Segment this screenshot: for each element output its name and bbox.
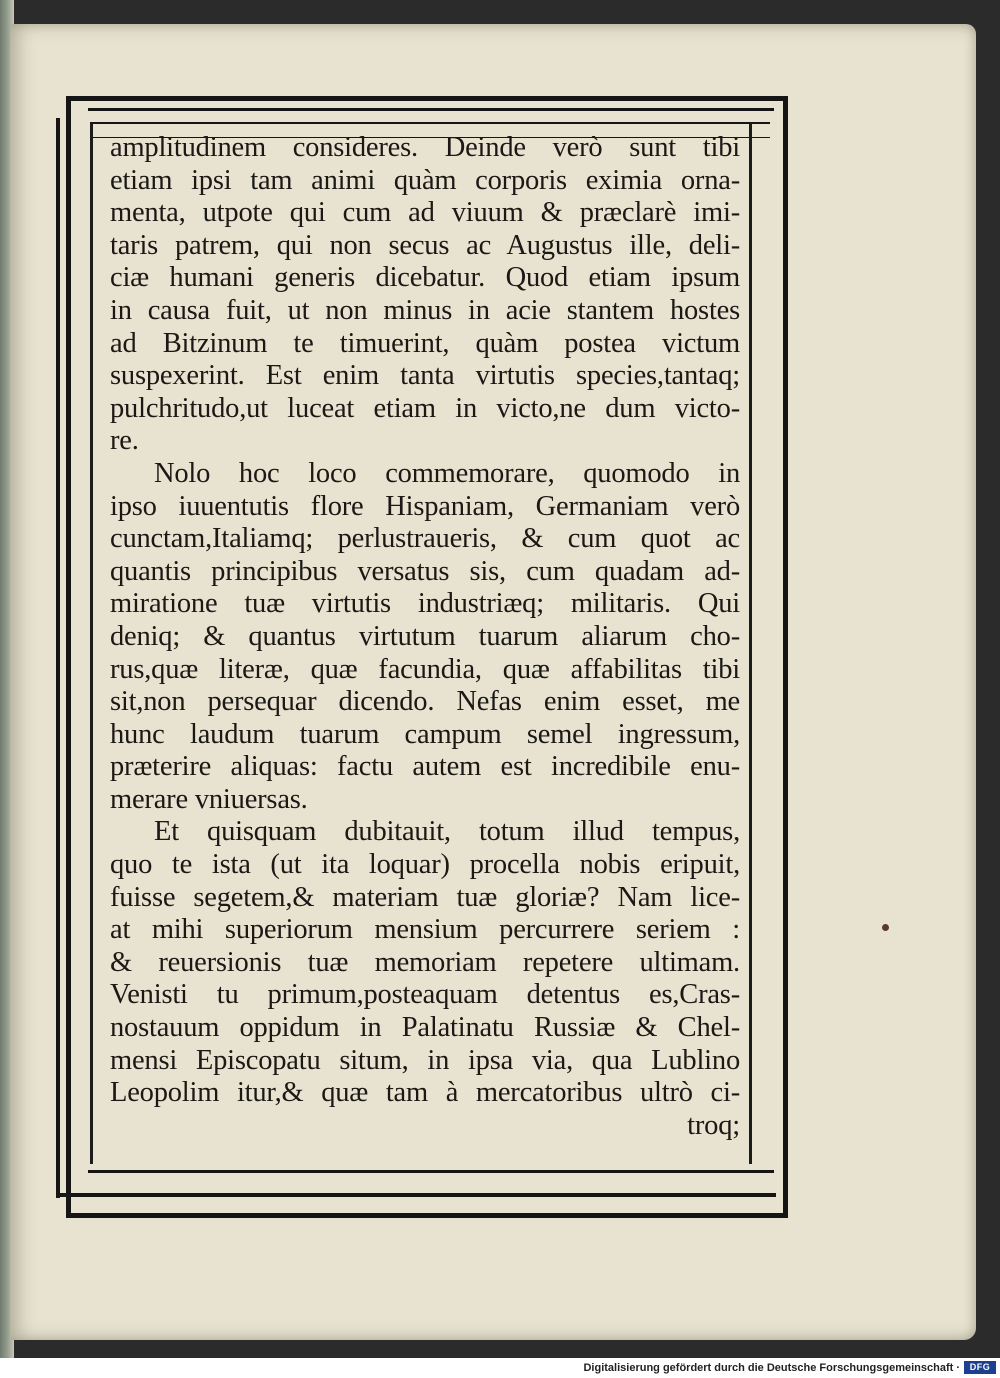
latin-text-block (110, 132, 740, 1142)
text-line: etiam ipsi tam animi quàm corporis eximia orna- (110, 164, 740, 196)
text-line: nostauum oppidum in Palatinatu Russiæ & Chel- (110, 1012, 740, 1044)
text-line: merare vniuersas. (110, 783, 308, 815)
text-line: rus,quæ literæ, quæ facundia, quæ affabilitas tibi (110, 653, 740, 685)
dfg-logo: DFG (964, 1361, 996, 1374)
catchword: troq; (687, 1109, 740, 1141)
text-line: in causa fuit, ut non minus in acie stantem hostes (110, 294, 740, 326)
text-line: ipso iuuentutis flore Hispaniam, Germaniam verò (110, 490, 740, 522)
text-line: deniq; & quantus virtutum tuarum aliarum cho- (110, 620, 740, 652)
text-line: hunc laudum tuarum campum semel ingressum, (110, 718, 740, 750)
text-line: præterire aliquas: factu autem est incredibile enu- (110, 751, 740, 783)
text-line: pulchritudo,ut luceat etiam in victo,ne dum victo- (110, 392, 740, 424)
text-line: menta, utpote qui cum ad viuum & præclarè imi- (110, 197, 740, 229)
text-line: mensi Episcopatu situm, in ipsa via, qua Lublino (110, 1044, 740, 1076)
text-line: amplitudinem consideres. Deinde verò sunt tibi (110, 132, 740, 163)
paper-stain (882, 924, 889, 931)
frame-top-rule (88, 108, 774, 111)
footer-bar (0, 1358, 1000, 1378)
text-line: cunctam,Italiamq; perlustraueris, & cum quot ac (110, 523, 740, 555)
text-line: ad Bitzinum te timuerint, quàm postea victum (110, 327, 740, 359)
text-line: miratione tuæ virtutis industriæq; militaris. Qui (110, 588, 740, 620)
text-line: Venisti tu primum,posteaquam detentus es,Cras- (110, 979, 740, 1011)
text-line: Leopolim itur,& quæ tam à mercatoribus ultrò ci- (110, 1077, 740, 1109)
frame-bottom-rule-outer (56, 1193, 776, 1197)
text-line: ciæ humani generis dicebatur. Quod etiam ipsum (110, 262, 740, 294)
text-line: at mihi superiorum mensium percurrere seriem : (110, 914, 740, 946)
frame-bottom-rule (88, 1170, 774, 1173)
frame-left-rule-outer (56, 118, 60, 1198)
text-line: taris patrem, qui non secus ac Augustus ille, deli- (110, 229, 740, 261)
text-line: sit,non persequar dicendo. Nefas enim esset, me (110, 686, 740, 718)
text-line: re. (110, 425, 139, 457)
funding-credit: Digitalisierung gefördert durch die Deutsche Forschungsgemeinschaft · (583, 1362, 960, 1374)
text-line: quantis principibus versatus sis, cum quadam ad- (110, 555, 740, 587)
text-line: suspexerint. Est enim tanta virtutis species,tantaq; (110, 360, 740, 392)
text-line: quo te ista (ut ita loquar) procella nobis eripuit, (110, 849, 740, 881)
text-line: Nolo hoc loco commemorare, quomodo in (154, 457, 740, 489)
text-line: Et quisquam dubitauit, totum illud tempus, (154, 816, 740, 848)
text-line: fuisse segetem,& materiam tuæ gloriæ? Nam lice- (110, 881, 740, 913)
text-line: & reuersionis tuæ memoriam repetere ultimam. (110, 946, 740, 978)
